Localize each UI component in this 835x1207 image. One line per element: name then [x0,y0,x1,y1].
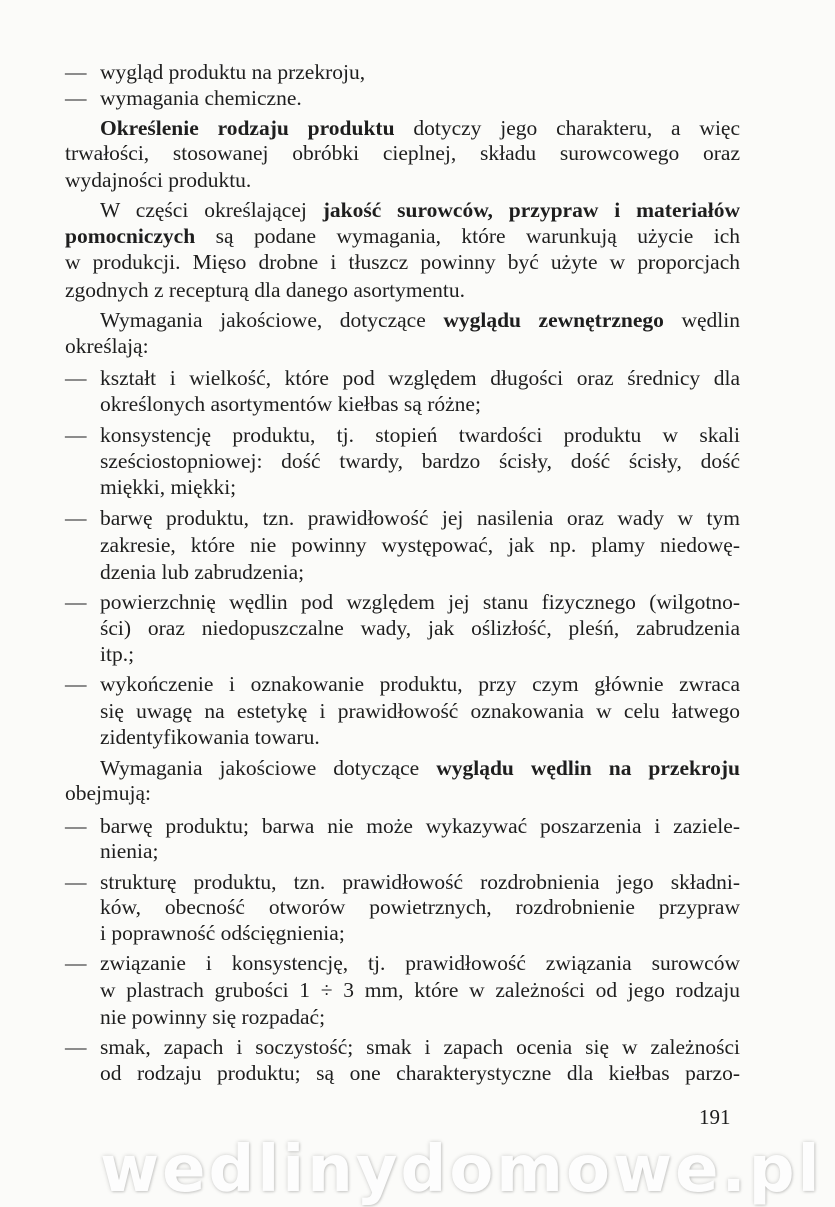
list-item-line [100,698,740,724]
text: w plastrach grubości 1 ÷ 3 mm, które w zależności od jego rodzaju [100,978,740,1002]
text: miękki, miękki; [100,475,237,499]
text: nie powinny się rozpadać; [100,1005,326,1029]
list-dash: — [65,590,87,614]
text: W części określającej [100,198,323,222]
text: Wymagania jakościowe, dotyczące [100,308,444,332]
paragraph-line [100,197,740,223]
text: od rodzaju produktu; są one charakterystyczne dla kiełbas parzo- [100,1061,740,1085]
list-item-line [100,59,740,85]
list-item-line [100,641,740,667]
bold-text: wyglądu wędlin na przekroju [436,756,740,780]
text: wymagania chemiczne. [100,86,302,110]
list-item-line [100,869,740,895]
paragraph-line [100,307,740,333]
list-dash: — [65,951,87,975]
list-item-line [100,589,740,615]
text: powierzchnię wędlin pod względem jej stanu fizycznego (wilgotno- [100,590,740,614]
list-item-line [100,85,740,111]
list-item-line [100,724,740,750]
list-dash: — [65,870,87,894]
list-dash: — [65,1035,87,1059]
list-item-line [100,559,740,585]
text: określają: [65,334,149,358]
page-number: 191 [699,1105,731,1129]
text: wędlin [663,308,740,332]
bold-text: Określenie rodzaju produktu [100,116,395,140]
text: trwałości, stosowanej obróbki cieplnej, składu surowcowego oraz [65,141,740,165]
text: się uwagę na estetykę i prawidłowość oznakowania w celu łatwego [100,699,740,723]
list-item-line [100,1004,740,1030]
text: nienia; [100,839,159,863]
list-item-line [100,615,740,641]
text: zgodnych z recepturą dla danego asortymentu. [65,278,465,302]
text: smak, zapach i soczystość; smak i zapach ocenia się w zależności [100,1035,740,1059]
text: wydajności produktu. [65,168,252,192]
list-item-line [100,1034,740,1060]
text: związanie i konsystencję, tj. prawidłowość związania surowców [100,951,740,975]
paragraph-line [65,167,740,193]
list-item-line [100,671,740,697]
list-item-line [100,532,740,558]
list-item-line [100,950,740,976]
bold-text: wyglądu zewnętrznego [443,308,664,332]
list-dash: — [65,60,87,84]
text: konsystencję produktu, tj. stopień twardości produktu w skali [100,423,740,447]
text: dzenia lub zabrudzenia; [100,560,305,584]
paragraph-line [65,223,740,249]
list-dash: — [65,506,87,530]
list-dash: — [65,366,87,390]
list-item-line [100,894,740,920]
text: barwę produktu; barwa nie może wykazywać poszarzenia i zaziele- [100,814,740,838]
list-item-line [100,838,740,864]
list-dash: — [65,814,87,838]
paragraph-line [100,755,740,781]
bold-text: jakość surowców, przypraw i materiałów [322,198,740,222]
text: kształt i wielkość, które pod względem długości oraz średnicy dla [100,366,740,390]
bold-text: pomocniczych [65,224,196,248]
list-dash: — [65,423,87,447]
list-item-line [100,977,740,1003]
list-item-line [100,391,740,417]
list-dash: — [65,86,87,110]
list-item-line [100,365,740,391]
text: i poprawność odścięgnienia; [100,921,345,945]
text: strukturę produktu, tzn. prawidłowość rozdrobnienia jego składni- [100,870,740,894]
list-item-line [100,1060,740,1086]
text: wykończenie i oznakowanie produktu, przy czym głównie zwraca [100,672,740,696]
paragraph-line [100,115,740,141]
text: zakresie, które nie powinny występować, jak np. plamy niedowę- [100,533,740,557]
paragraph-line [65,140,740,166]
text: ków, obecność otworów powietrznych, rozdrobnienie przypraw [100,895,740,919]
list-item-line [100,505,740,531]
text: wygląd produktu na przekroju, [100,60,366,84]
paragraph-line [65,277,740,303]
text: sześciostopniowej: dość twardy, bardzo ścisły, dość ścisły, dość [100,449,740,473]
text: dotyczy jego charakteru, a więc [394,116,740,140]
text: określonych asortymentów kiełbas są różne; [100,392,481,416]
text: ści) oraz niedopuszczalne wady, jak oślizłość, pleśń, zabrudzenia [100,616,740,640]
text: są podane wymagania, które warunkują użycie ich [195,224,740,248]
list-dash: — [65,672,87,696]
paragraph-line [65,780,740,806]
text: obejmują: [65,781,151,805]
list-item-line [100,474,740,500]
list-item-line [100,422,740,448]
paragraph-line [65,333,740,359]
list-item-line [100,920,740,946]
paragraph-line [65,249,740,275]
text: w produkcji. Mięso drobne i tłuszcz powinny być użyte w proporcjach [65,250,740,274]
text: Wymagania jakościowe dotyczące [100,756,437,780]
text: barwę produktu, tzn. prawidłowość jej nasilenia oraz wady w tym [100,506,740,530]
list-item-line [100,448,740,474]
text: zidentyfikowania towaru. [100,725,320,749]
list-item-line [100,813,740,839]
watermark: wedlinydomowe.pl [100,1133,823,1207]
text: itp.; [100,642,135,666]
